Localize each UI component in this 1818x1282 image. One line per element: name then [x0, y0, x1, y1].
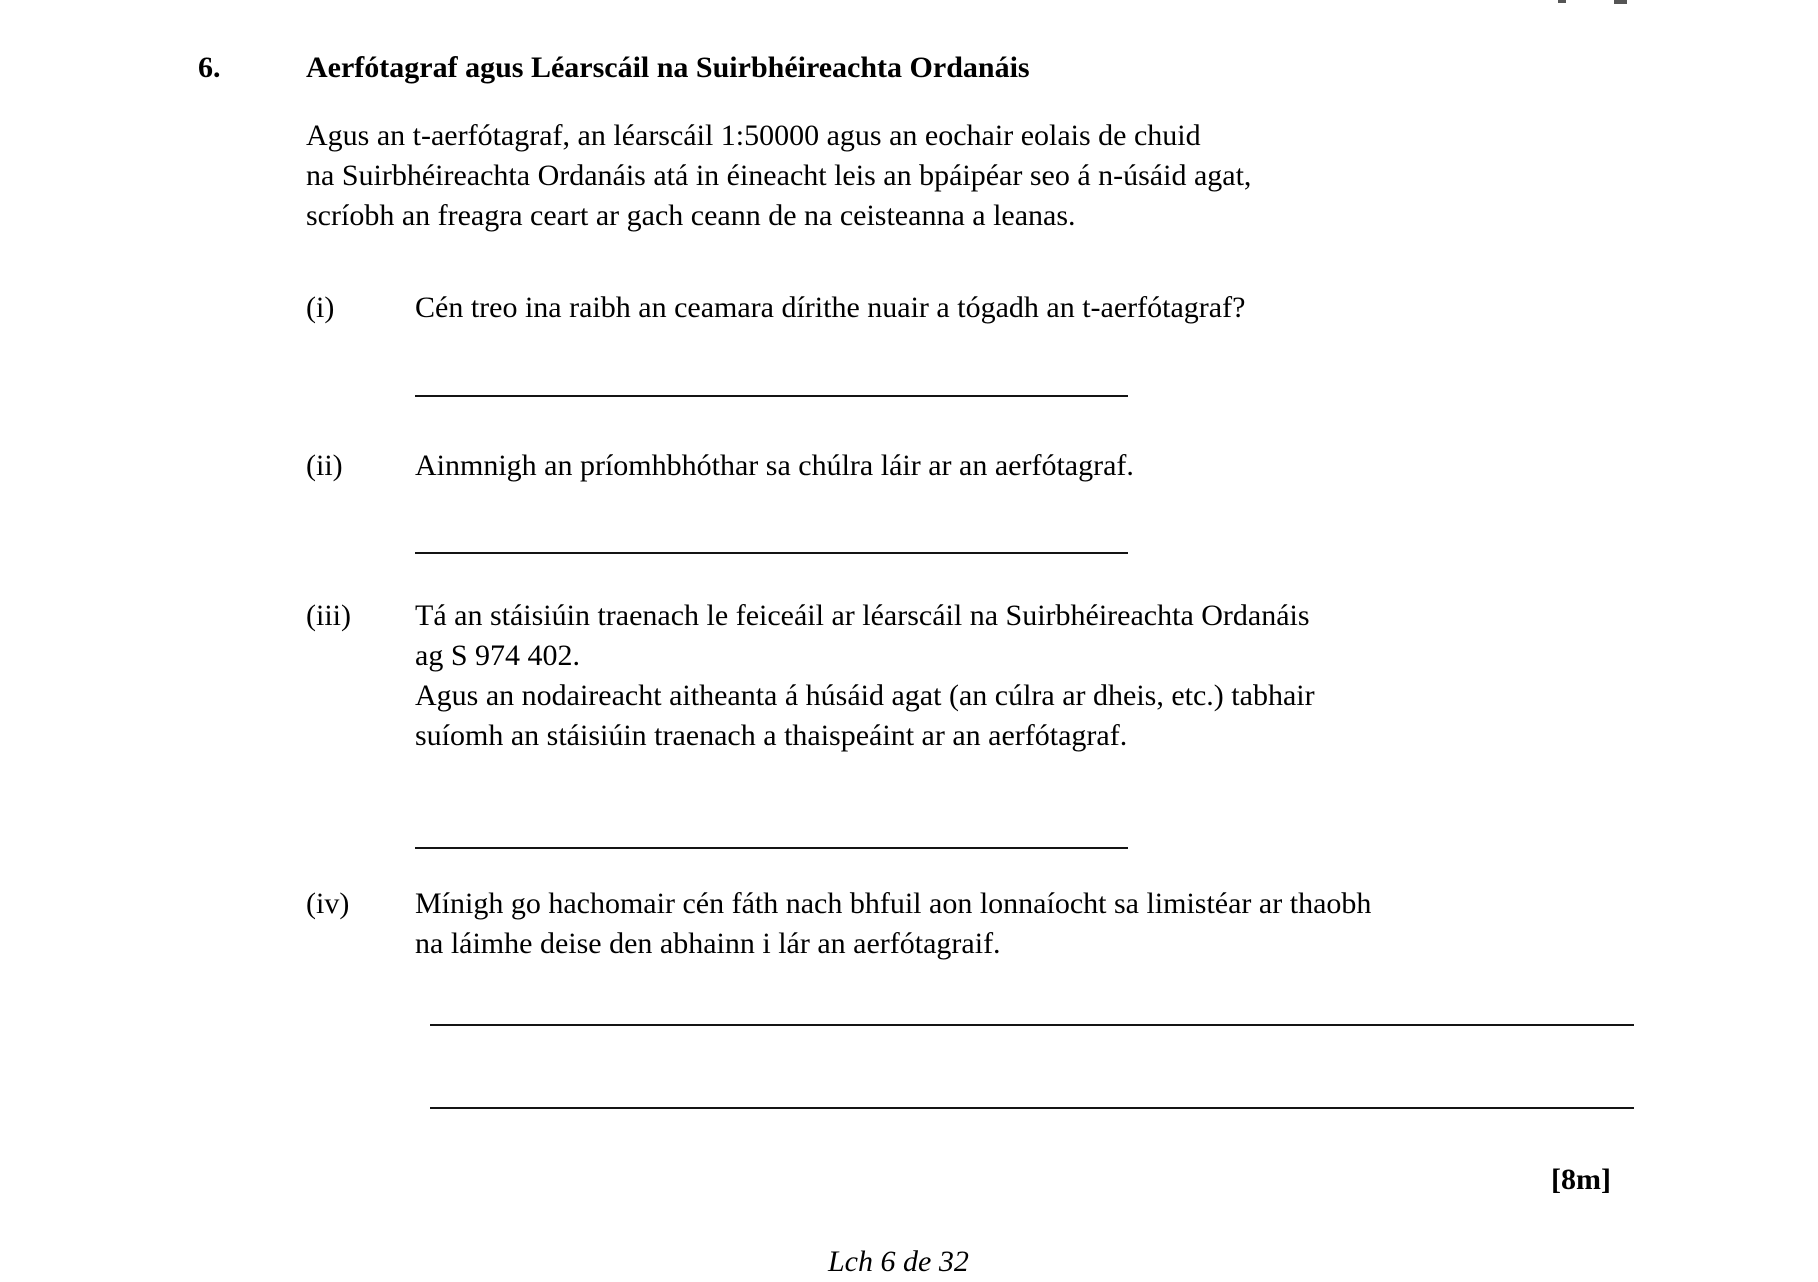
- answer-blank-iv-line1: [430, 1024, 1634, 1026]
- subquestion-iv-text: [415, 884, 1371, 964]
- subquestion-iii-numeral: (iii): [306, 599, 351, 632]
- marks-badge: [8m]: [1551, 1163, 1611, 1196]
- intro-line: na Suirbhéireachta Ordanáis atá in éineacht leis an bpáipéar seo á n-úsáid agat,: [306, 159, 1252, 192]
- subquestion-i-numeral: (i): [306, 291, 335, 324]
- intro-line: scríobh an freagra ceart ar gach ceann de na ceisteanna a leanas.: [306, 199, 1076, 232]
- subquestion-iii-line: Tá an stáisiúin traenach le feiceáil ar léarscáil na Suirbhéireachta Ordanáis: [415, 599, 1310, 632]
- question-title: Aerfótagraf agus Léarscáil na Suirbhéireachta Ordanáis: [306, 51, 1030, 84]
- subquestion-iv-line: na láimhe deise den abhainn i lár an aerfótagraif.: [415, 927, 1001, 960]
- subquestion-i-text: Cén treo ina raibh an ceamara dírithe nuair a tógadh an t-aerfótagraf?: [415, 291, 1246, 324]
- question-number: 6.: [198, 51, 221, 84]
- answer-blank-ii: [415, 552, 1128, 554]
- intro-line: Agus an t-aerfótagraf, an léarscáil 1:50000 agus an eochair eolais de chuid: [306, 119, 1201, 152]
- subquestion-iii-line: ag S 974 402.: [415, 639, 580, 672]
- subquestion-ii-text: Ainmnigh an príomhbhóthar sa chúlra láir ar an aerfótagraf.: [415, 449, 1134, 482]
- subquestion-iii-line: Agus an nodaireacht aitheanta á húsáid agat (an cúlra ar dheis, etc.) tabhair: [415, 679, 1315, 712]
- subquestion-iv-numeral: (iv): [306, 887, 350, 920]
- answer-blank-iii: [415, 847, 1128, 849]
- intro-paragraph: [306, 116, 1251, 236]
- answer-blank-i: [415, 395, 1128, 397]
- subquestion-ii-numeral: (ii): [306, 449, 343, 482]
- page-edge-artifact: [1558, 0, 1566, 3]
- subquestion-iv-line: Mínigh go hachomair cén fáth nach bhfuil aon lonnaíocht sa limistéar ar thaobh: [415, 887, 1372, 920]
- answer-blank-iv-line2: [430, 1107, 1634, 1109]
- page-footer: Lch 6 de 32: [828, 1245, 969, 1278]
- page-edge-artifact: [1614, 0, 1627, 4]
- subquestion-iii-text: [415, 596, 1315, 756]
- subquestion-iii-line: suíomh an stáisiúin traenach a thaispeáint ar an aerfótagraf.: [415, 719, 1128, 752]
